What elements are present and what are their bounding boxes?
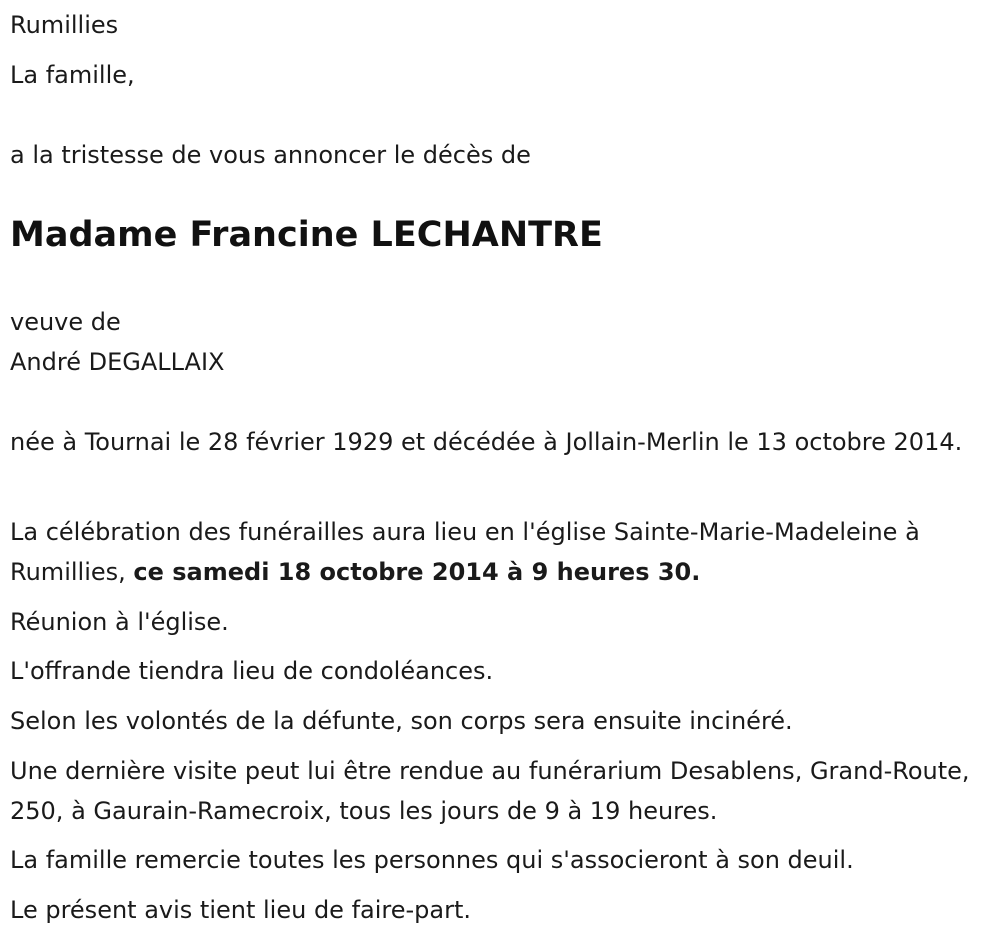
- thanks-text: La famille remercie toutes les personnes qui s'associeront à son deuil.: [10, 846, 854, 874]
- visit-text: Une dernière visite peut lui être rendue au funérarium Desablens, Grand-Route, 250, à Gaurain-Ramecroix, tous les jours de 9 à 19 heures.: [10, 757, 970, 825]
- widow-label: veuve de: [10, 308, 121, 336]
- spouse-name: André DEGALLAIX: [10, 348, 225, 376]
- notice-note: Le présent avis tient lieu de faire-part.: [10, 896, 472, 924]
- announcement-text: a la tristesse de vous annoncer le décès de: [10, 141, 531, 169]
- ceremony-datetime: ce samedi 18 octobre 2014 à 9 heures 30.: [133, 558, 701, 586]
- ceremony-text: La célébration des funérailles aura lieu en l'église Sainte-Marie-Madeleine à Rumillies,: [10, 518, 920, 586]
- location-text: Rumillies: [10, 11, 119, 39]
- family-text: La famille,: [10, 61, 135, 89]
- birth-death-text: née à Tournai le 28 février 1929 et décédée à Jollain-Merlin le 13 octobre 2014.: [10, 428, 963, 456]
- ceremony-paragraph: [10, 512, 995, 592]
- meeting-text: Réunion à l'église.: [10, 608, 229, 636]
- offering-text: L'offrande tiendra lieu de condoléances.: [10, 657, 494, 685]
- cremation-text: Selon les volontés de la défunte, son corps sera ensuite incinéré.: [10, 707, 793, 735]
- deceased-name: Madame Francine LECHANTRE: [10, 215, 603, 255]
